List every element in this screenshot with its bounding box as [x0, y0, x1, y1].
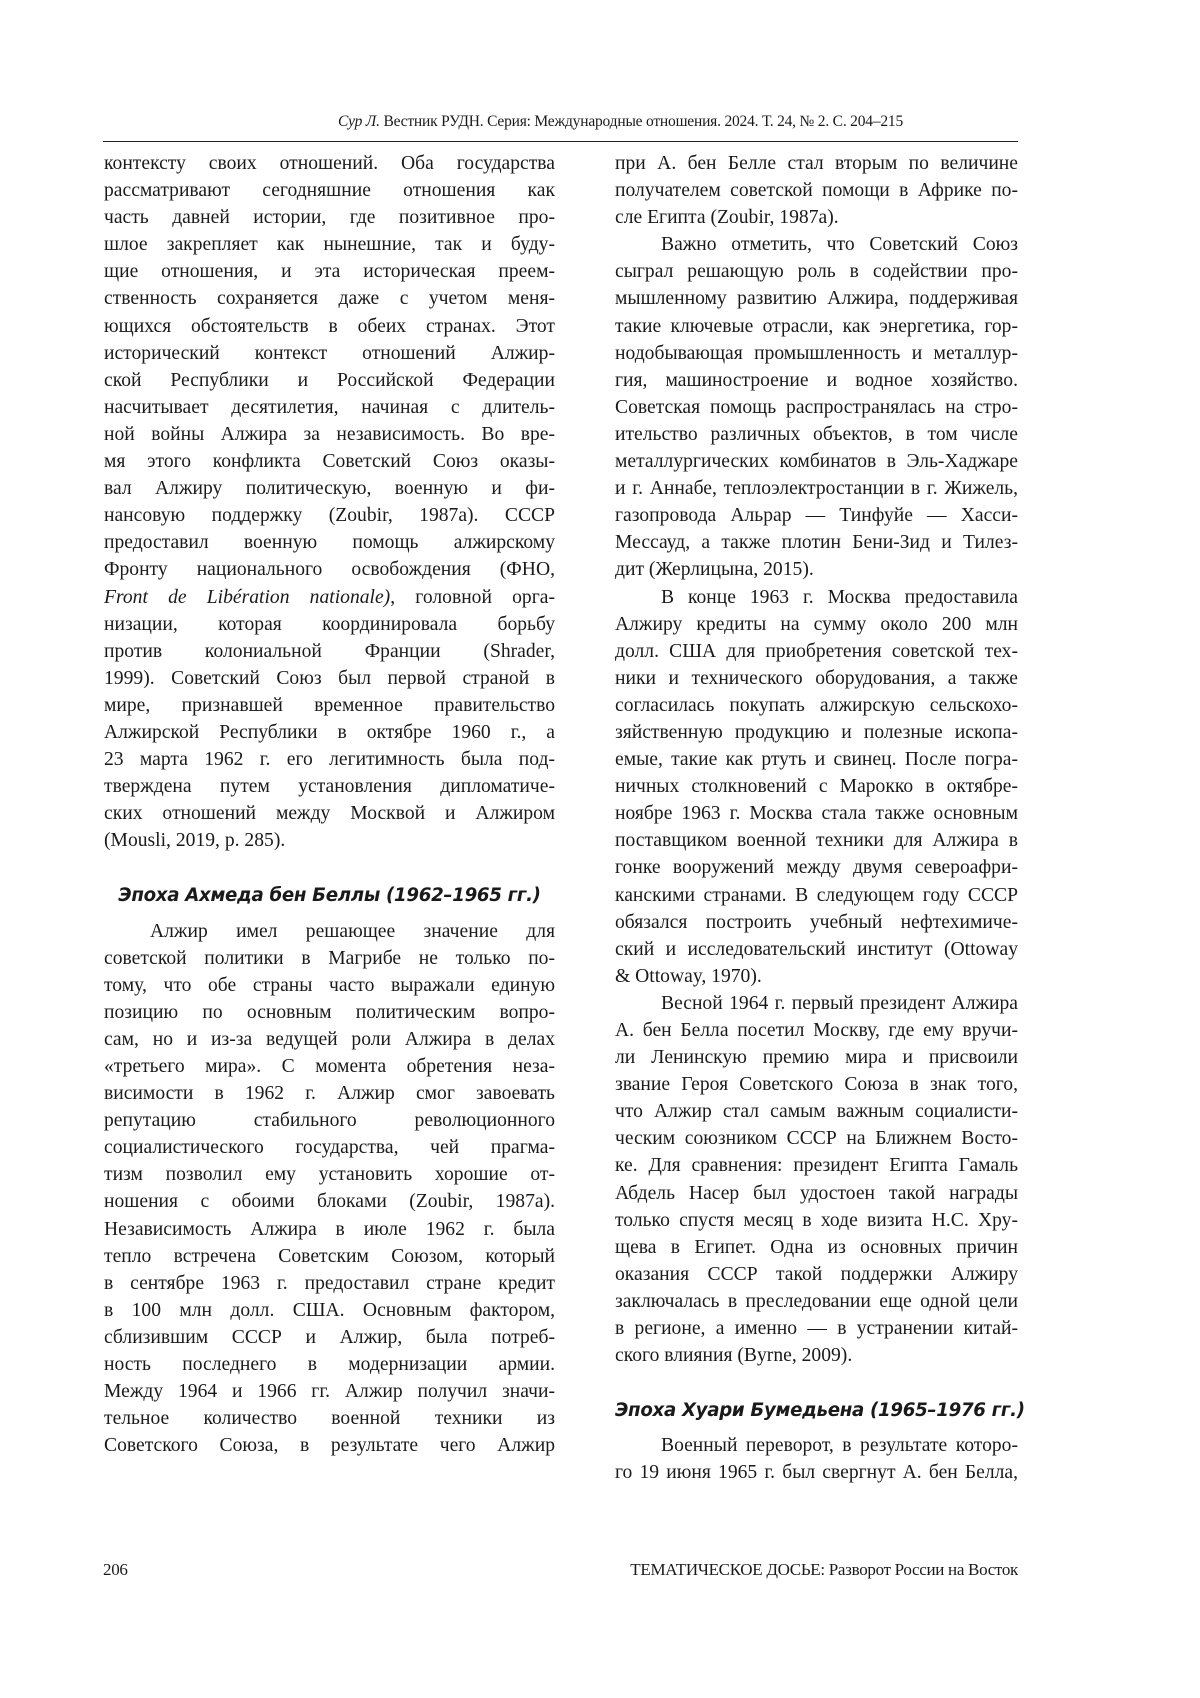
text-line: тверждена путем установления дипломатиче- — [104, 776, 555, 798]
text-line: в регионе, а именно — в устранении китай- — [615, 1318, 1018, 1340]
text-line: ники и технического оборудования, а также — [615, 667, 1018, 689]
text-fragment: , головной орга- — [390, 586, 555, 608]
section-heading-ben-bella: Эпоха Ахмеда бен Беллы (1962–1965 гг.) — [118, 885, 541, 907]
right-paragraph-3 — [615, 584, 1018, 990]
text-line: сле Египта (Zoubir, 1987a). — [615, 207, 839, 229]
right-paragraph-4 — [615, 990, 1018, 1369]
text-line: ке. Для сравнения: президент Египта Гамаль — [615, 1155, 1018, 1177]
text-line: мире, признавшей временное правительство — [104, 694, 555, 716]
text-line: Абдель Насер был удостоен такой награды — [615, 1182, 1018, 1204]
text-line: позицию по основным политическим вопро- — [104, 1001, 555, 1023]
text-line: репутацию стабильного революционного — [104, 1110, 555, 1132]
text-line: против колониальной Франции (Shrader, — [104, 640, 555, 662]
text-line: насчитывает десятилетия, начиная с длитель- — [104, 396, 555, 418]
text-line: газопровода Альрар — Тинфуйе — Хасси- — [615, 505, 1018, 527]
text-line: рассматривают сегодняшние отношения как — [104, 180, 555, 202]
text-line: предоставил военную помощь алжирскому — [104, 532, 555, 554]
page-number: 206 — [103, 1560, 128, 1579]
text-line: зяйственную продукцию и полезные ископа- — [615, 721, 1018, 743]
text-line: А. бен Белла посетил Москву, где ему вручи- — [615, 1020, 1018, 1041]
text-line: го 19 июня 1965 г. был свергнут А. бен Белла, — [615, 1462, 1018, 1484]
text-line: в 100 млн долл. США. Основным фактором, — [104, 1299, 555, 1321]
text-line: Советского Союза, в результате чего Алжир — [104, 1435, 555, 1457]
text-line: ской Республики и Российской Федерации — [104, 369, 555, 391]
text-line: долл. США для приобретения советской тех- — [615, 640, 1018, 662]
text-line: Независимость Алжира в июле 1962 г. была — [104, 1218, 555, 1240]
text-line: ческим союзником СССР на Ближнем Восто- — [615, 1128, 1018, 1150]
text-line: ский и исследовательский институт (Ottoway — [615, 938, 1018, 960]
right-paragraph-5 — [615, 1432, 1018, 1486]
text-line: ничных столкновений с Марокко в октябре- — [615, 776, 1018, 798]
text-line: получателем советской помощи в Африке по- — [615, 180, 1018, 202]
text-line: вал Алжиру политическую, военную и фи- — [104, 478, 555, 500]
text-line: тизм позволил ему установить хорошие от- — [104, 1164, 555, 1186]
running-head — [103, 113, 1018, 131]
text-line: звание Героя Советского Союза в знак того, — [615, 1074, 1018, 1096]
text-line: часть давней истории, где позитивное про- — [104, 207, 555, 229]
running-head-citation: Вестник РУДН. Серия: Международные отношения. 2024. Т. 24, № 2. С. 204–215 — [383, 113, 904, 130]
text-line: ских отношений между Москвой и Алжиром — [104, 803, 555, 825]
text-line: шлое закрепляет как нынешние, так и буду- — [104, 234, 555, 256]
text-line: ющихся обстоятельств в обеих странах. Этот — [104, 315, 555, 337]
text-line: висимости в 1962 г. Алжир смог завоевать — [104, 1083, 555, 1105]
header-rule — [103, 141, 1018, 142]
text-line: заключалась в преследовании еще одной цели — [615, 1290, 1018, 1312]
footer-section-title: ТЕМАТИЧЕСКОЕ ДОСЬЕ: Разворот России на Восток — [630, 1560, 1018, 1579]
text-line: щие отношения, и эта историческая преем- — [104, 261, 555, 283]
text-line: ительство различных объектов, в том числе — [615, 423, 1018, 445]
text-line: советской политики в Магрибе не только по- — [104, 947, 555, 969]
text-line: только спустя месяц в ходе визита Н.С. Хру- — [615, 1209, 1018, 1231]
text-line: тельное количество военной техники из — [104, 1408, 555, 1430]
text-line: оказания СССР такой поддержки Алжиру — [615, 1263, 1018, 1285]
text-line: и г. Аннабе, теплоэлектростанции в г. Жижель, — [615, 478, 1018, 500]
text-line: поставщиком военной техники для Алжира в — [615, 830, 1018, 852]
text-line: ственность сохраняется даже с учетом меня- — [104, 288, 555, 310]
text-line: сблизившим СССР и Алжир, была потреб- — [104, 1326, 555, 1348]
text-line: В конце 1963 г. Москва предоставила — [661, 586, 1018, 608]
text-line-italic-term — [104, 584, 555, 611]
text-line: сыграл решающую роль в содействии про- — [615, 261, 1018, 283]
text-line: Советская помощь распространялась на стро- — [615, 396, 1018, 418]
text-line: тепло встречена Советским Союзом, который — [104, 1245, 555, 1267]
text-line: нансовую поддержку (Zoubir, 1987a). СССР — [104, 505, 555, 527]
text-line: ной войны Алжира за независимость. Во вре- — [104, 423, 555, 445]
text-line: & Ottoway, 1970). — [615, 965, 762, 987]
section-heading-boumediene: Эпоха Хуари Бумедьена (1965–1976 гг.) — [615, 1400, 1025, 1422]
right-paragraph-1 — [615, 150, 1018, 231]
text-line: Алжиру кредиты на сумму около 200 млн — [615, 613, 1018, 635]
text-line: сам, но и из-за ведущей роли Алжира в делах — [104, 1028, 555, 1050]
text-line: в сентябре 1963 г. предоставил стране кредит — [104, 1272, 555, 1294]
text-line: гонке вооружений между двумя североафри- — [615, 857, 1018, 879]
text-line: исторический контекст отношений Алжир- — [104, 342, 555, 364]
right-column — [615, 150, 1025, 1487]
text-line: ского влияния (Byrne, 2009). — [615, 1345, 853, 1367]
right-paragraph-2 — [615, 231, 1018, 583]
text-line: низации, которая координировала борьбу — [104, 613, 555, 635]
text-line: ношения с обоими блоками (Zoubir, 1987a). — [104, 1191, 555, 1213]
text-line: щева в Египет. Одна из основных причин — [615, 1236, 1018, 1258]
text-line: контексту своих отношений. Оба государства — [104, 153, 555, 174]
text-line: согласилась покупать алжирскую сельскохо- — [615, 694, 1018, 716]
text-line: ли Ленинскую премию мира и присвоили — [615, 1047, 1018, 1069]
text-line: Весной 1964 г. первый президент Алжира — [661, 992, 1018, 1014]
running-head-author: Сур Л. — [337, 113, 380, 130]
text-line: ность последнего в модернизации армии. — [104, 1354, 555, 1376]
text-line: Алжир имел решающее значение для — [150, 920, 555, 942]
left-paragraph-2 — [104, 918, 555, 1460]
left-column — [104, 150, 555, 1459]
text-line: канскими странами. В следующем году СССР — [615, 884, 1018, 906]
text-line: тому, что обе страны часто выражали единую — [104, 974, 555, 996]
text-line: нодобывающая промышленность и металлур- — [615, 342, 1018, 364]
text-line: социалистического государства, чей прагма- — [104, 1137, 555, 1159]
italic-term: Front de Libération nationale) — [104, 586, 391, 608]
text-line: дит (Жерлицына, 2015). — [615, 559, 814, 581]
text-line: 23 марта 1962 г. его легитимность была под- — [104, 749, 555, 771]
text-line: при А. бен Белле стал вторым по величине — [615, 153, 1018, 174]
left-paragraph-1 — [104, 150, 555, 854]
text-line: Фронту национального освобождения (ФНО, — [104, 559, 555, 581]
text-line: Важно отметить, что Советский Союз — [661, 234, 1018, 256]
text-line: Между 1964 и 1966 гг. Алжир получил значи- — [104, 1381, 555, 1403]
text-line: ноябре 1963 г. Москва стала также основным — [615, 803, 1018, 825]
text-line: «третьего мира». С момента обретения неза- — [104, 1056, 555, 1077]
text-line: Алжирской Республики в октябре 1960 г., а — [104, 721, 555, 743]
text-line: обязался построить учебный нефтехимиче- — [615, 911, 1018, 933]
text-line: (Mousli, 2019, p. 285). — [104, 830, 286, 852]
text-line: мышленному развитию Алжира, поддерживая — [615, 288, 1018, 310]
text-line: Военный переворот, в результате которо- — [661, 1435, 1018, 1457]
text-line: 1999). Советский Союз был первой страной в — [104, 667, 555, 689]
text-line: емые, такие как ртуть и свинец. После погра- — [615, 749, 1018, 771]
text-line: мя этого конфликта Советский Союз оказы- — [104, 451, 555, 473]
text-line: что Алжир стал самым важным социалисти- — [615, 1101, 1018, 1123]
text-line: такие ключевые отрасли, как энергетика, гор- — [615, 315, 1018, 337]
text-line: Мессауд, а также плотин Бени-Зид и Тилез- — [615, 532, 1018, 554]
text-line: металлургических комбинатов в Эль-Хаджаре — [615, 451, 1018, 473]
text-line: гия, машиностроение и водное хозяйство. — [615, 369, 1018, 391]
